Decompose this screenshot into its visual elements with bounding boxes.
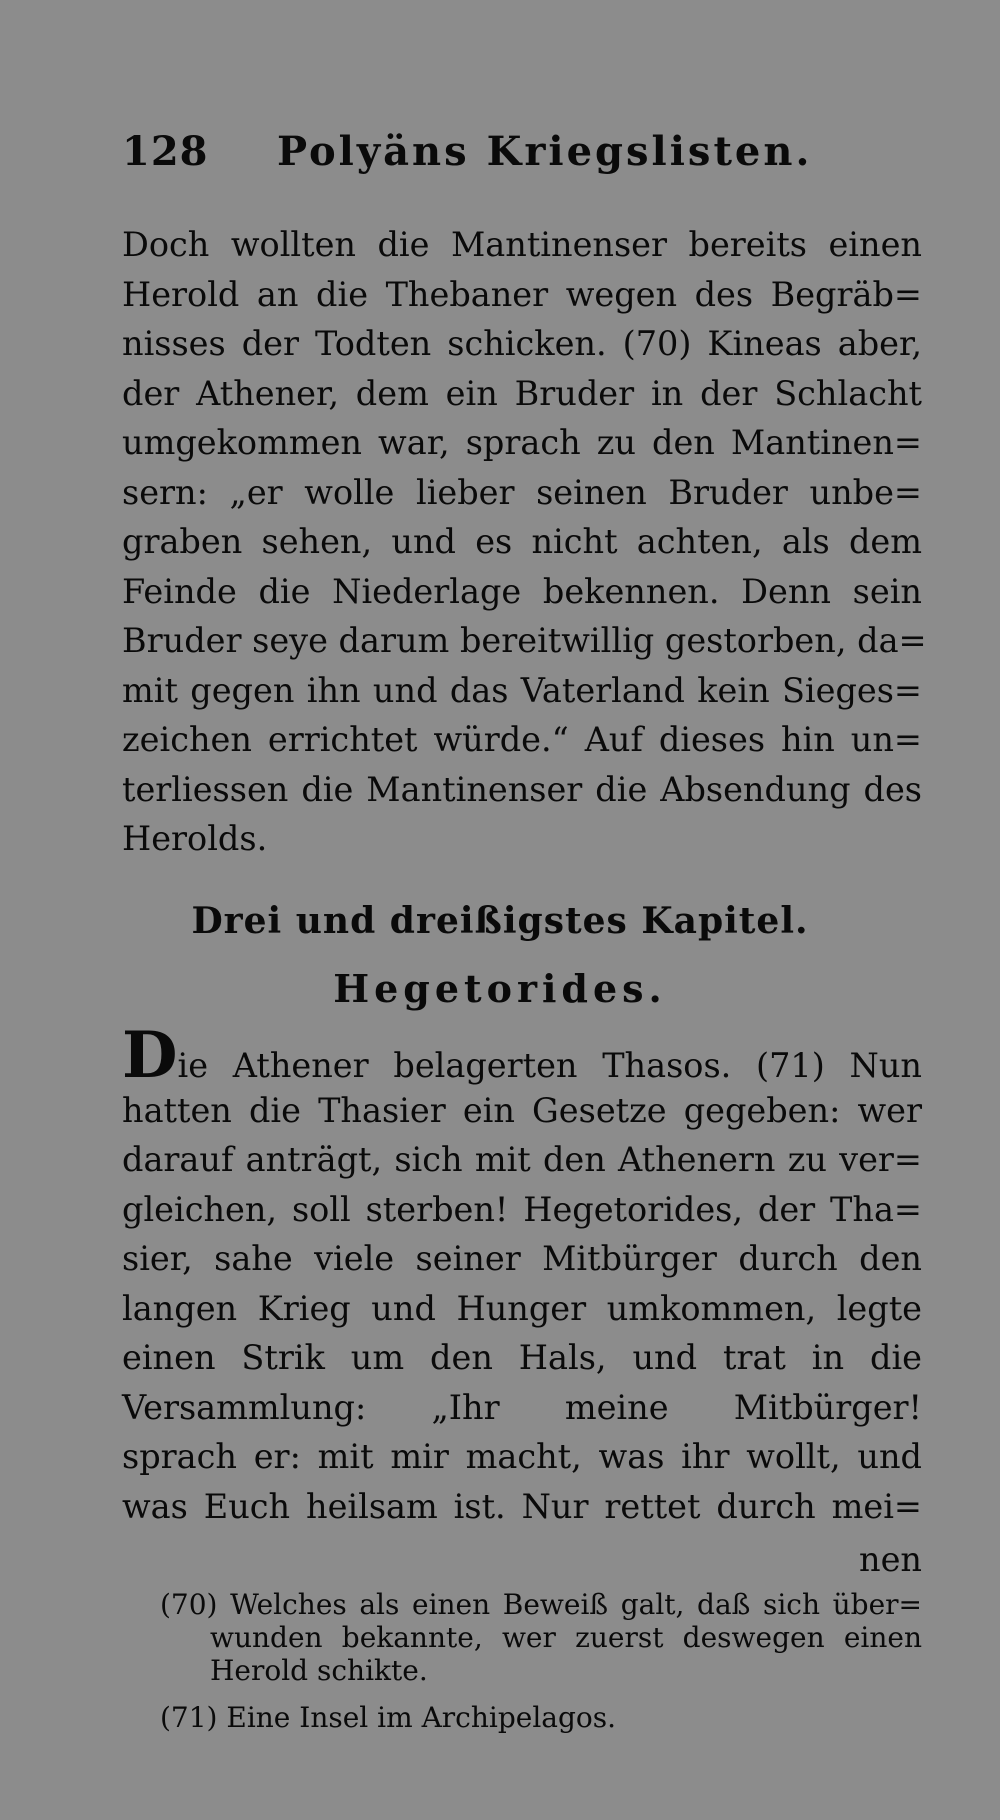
text-line: sier, sahe viele seiner Mitbürger durch den [122,1239,922,1278]
text-line: nisses der Todten schicken. (70) Kineas aber, [122,324,922,363]
text-line: langen Krieg und Hunger umkommen, legte [122,1288,922,1328]
drop-initial: D [122,1018,178,1093]
text-line: graben sehen, und es nicht achten, als dem [122,522,922,561]
text-line: darauf anträgt, sich mit den Athenern zu ver= [122,1140,922,1179]
text-line: Herolds. [122,819,268,858]
chapter-title: Hegetorides. [333,966,667,1011]
text-line: gleichen, soll sterben! Hegetorides, der Tha= [122,1189,922,1229]
text-line-first [122,1018,922,1093]
page-number: 128 [122,128,209,175]
text-line: Herold an die Thebaner wegen des Begräb= [122,274,922,314]
text-line: sprach er: mit mir macht, was ihr wollt, und [122,1437,922,1476]
text-line: zeichen errichtet würde.“ Auf dieses hin un= [122,720,922,759]
first-line-text: ie Athener belagerten Thasos. (71) Nun [177,1046,922,1085]
footnote-70 [160,1588,922,1687]
text-line: Bruder seye darum bereitwillig gestorben, da= [122,621,927,660]
page-header [122,128,922,188]
text-line: was Euch heilsam ist. Nur rettet durch mei= [122,1486,922,1526]
footnote-71 [160,1701,922,1734]
text-line: umgekommen war, sprach zu den Mantinen= [122,423,922,462]
text-line: terliessen die Mantinenser die Absendung des [122,769,922,809]
text-line: hatten die Thasier ein Gesetze gegeben: wer [122,1090,922,1130]
footnotes [160,1588,922,1734]
text-line: mit gegen ihn und das Vaterland kein Sieges= [122,670,922,710]
catchword: nen [859,1540,922,1579]
text-line: Feinde die Niederlage bekennen. Denn sein [122,571,922,611]
text-line: der Athener, dem ein Bruder in der Schlacht [122,373,922,413]
paragraph-hegetorides [122,1018,922,1531]
footnote-line: (70) Welches als einen Beweiß galt, daß sich über= [160,1588,922,1621]
footnote-line: Herold schikte. [210,1654,428,1687]
text-line: sern: „er wolle lieber seinen Bruder unbe= [122,472,922,512]
running-title: Polyäns Kriegslisten. [277,128,813,175]
chapter-heading: Drei und dreißigstes Kapitel. [191,900,809,942]
text-line: einen Strik um den Hals, und trat in die [122,1338,922,1377]
paragraph-kineas [122,220,927,864]
text-line: Versammlung: „Ihr meine Mitbürger! [122,1387,922,1427]
footnote-line: wunden bekannte, wer zuerst deswegen einen [210,1621,922,1654]
text-line: Doch wollten die Mantinenser bereits einen [122,225,922,264]
footnote-line: (71) Eine Insel im Archipelagos. [160,1701,617,1734]
